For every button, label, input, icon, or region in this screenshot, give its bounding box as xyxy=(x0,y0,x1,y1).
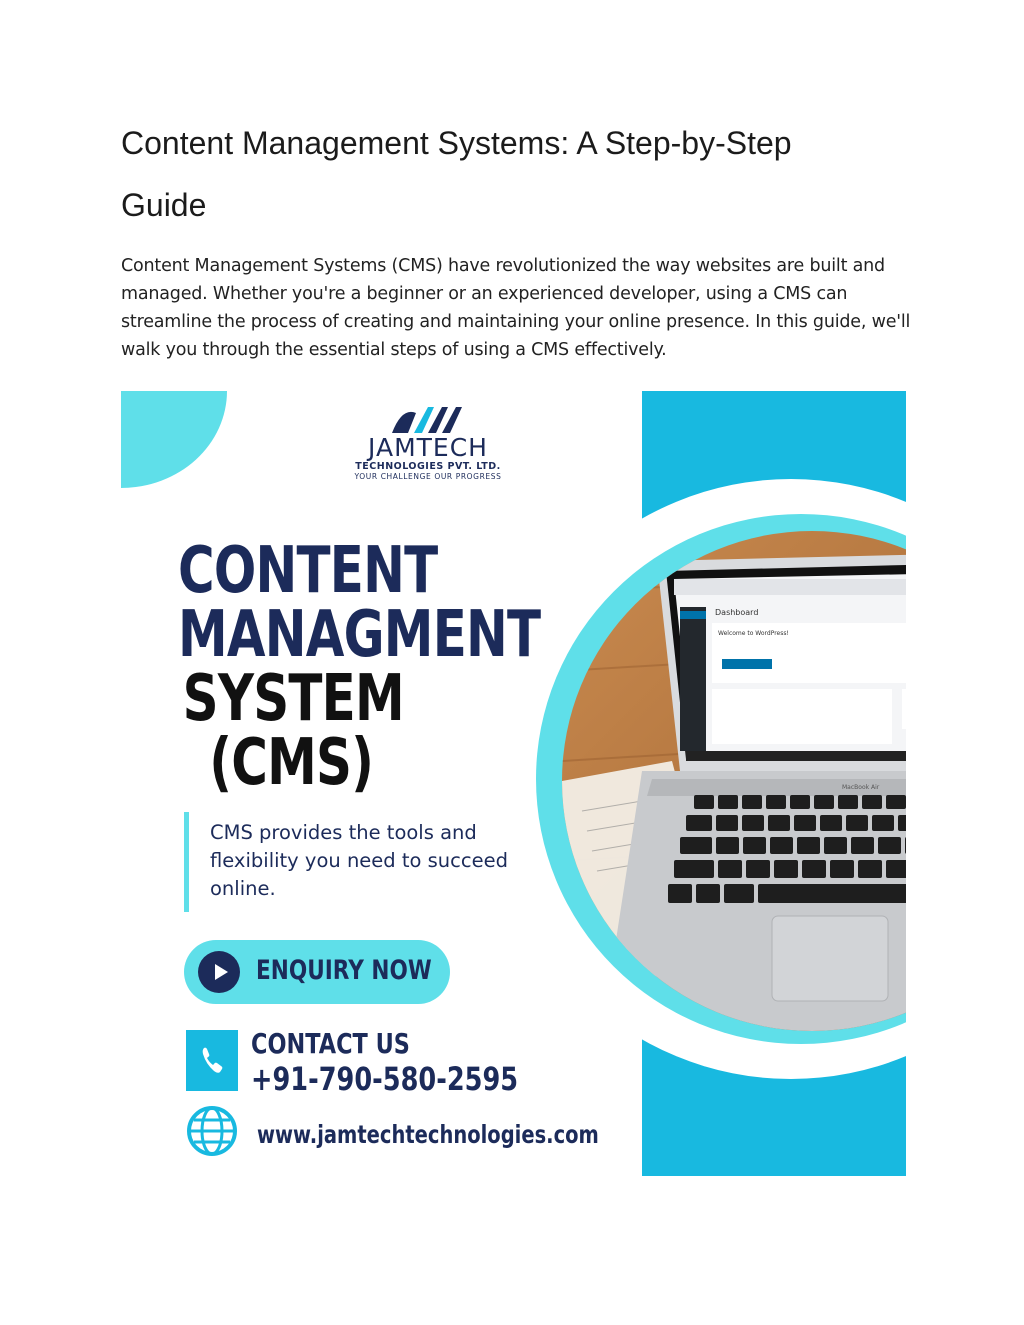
logo-name: JAMTECH xyxy=(368,433,488,462)
screen-welcome: Welcome to WordPress! xyxy=(718,630,789,637)
laptop-brand: MacBook Air xyxy=(842,784,880,791)
jamtech-logo-mark xyxy=(388,403,468,437)
screen-title: Dashboard xyxy=(715,608,759,617)
phone-icon-box xyxy=(186,1030,238,1091)
enquiry-now-label: ENQUIRY NOW xyxy=(256,955,432,986)
logo-subtitle: TECHNOLOGIES PVT. LTD. xyxy=(355,461,501,472)
cms-promo-banner xyxy=(121,391,906,1176)
play-icon xyxy=(198,951,240,993)
jamtech-logo xyxy=(343,403,513,493)
headline-line-4: (CMS) xyxy=(209,726,374,800)
headline-line-3: SYSTEM xyxy=(182,662,404,736)
corner-quarter-circle xyxy=(121,391,227,488)
website-link[interactable]: www.jamtechtechnologies.com xyxy=(257,1120,599,1149)
document-title: Content Management Systems: A Step-by-Step Guide xyxy=(121,125,792,223)
logo-tagline: YOUR CHALLENGE OUR PROGRESS xyxy=(354,472,502,481)
banner-description: CMS provides the tools and flexibility you need to succeed online. xyxy=(210,821,508,900)
intro-paragraph: Content Management Systems (CMS) have revolutionized the way websites are built and managed. Whether you're a beginner or an experienced developer, using a CMS can streamline the process of creating and maintaining your online presence. In this guide, we'll walk you through the essential steps of using a CMS effectively. xyxy=(121,256,911,360)
headline-line-2: MANAGMENT xyxy=(178,598,541,672)
globe-icon xyxy=(185,1104,239,1158)
headline-line-1: CONTENT xyxy=(178,534,438,608)
phone-icon xyxy=(186,1030,238,1091)
contact-phone-number[interactable]: +91-790-580-2595 xyxy=(251,1060,519,1098)
enquiry-now-button[interactable] xyxy=(184,940,450,1004)
description-accent-bar xyxy=(184,812,189,912)
banner-headline xyxy=(178,534,541,800)
contact-us-label: CONTACT US xyxy=(251,1027,410,1060)
